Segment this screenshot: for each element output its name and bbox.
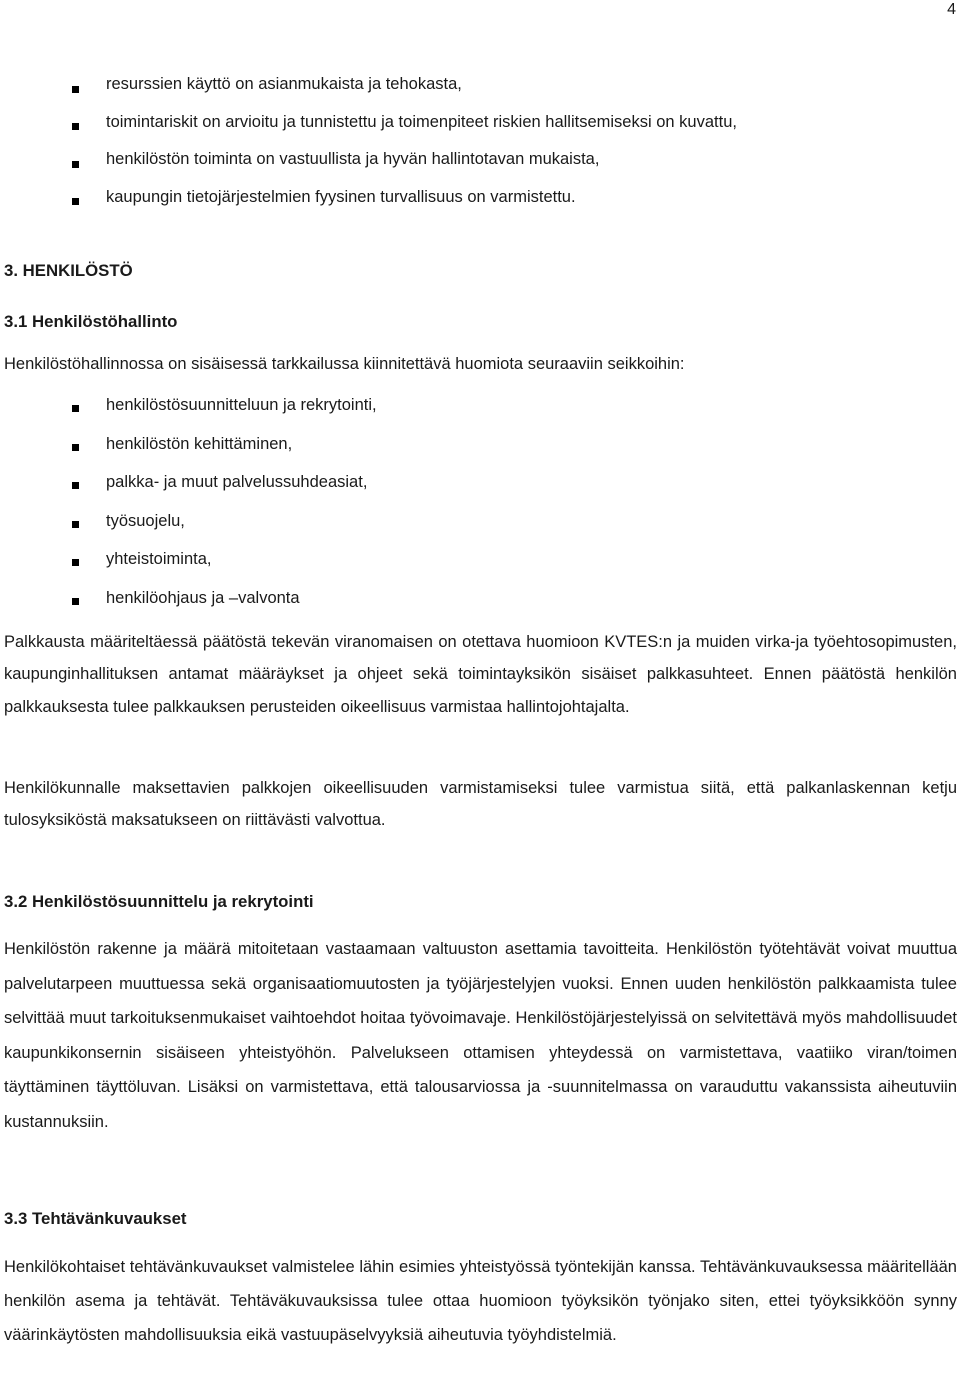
square-bullet-icon xyxy=(72,521,79,528)
list-item-text: kaupungin tietojärjestelmien fyysinen turvallisuus on varmistettu. xyxy=(106,187,576,206)
square-bullet-icon xyxy=(72,444,79,451)
recruitment-paragraph: Henkilöstön rakenne ja määrä mitoitetaan vastaamaan valtuuston asettamia tavoitteita. Henkilöstön työtehtävät voivat muuttua palvelutarpeen muuttuessa sekä organisaatiomuutosten ja työjärjestelyjen vuoksi. Ennen uuden henkilöstön palkkaamista tulee selvittää muut tarkoituksenmukaiset vaihtoehdot hoitaa työvoimavaje. Henkilöstöjärjestelyissä on selvitettävä myös mahdollisuudet kaupunkikonsernin sisäiseen yhteistyöhön. Palvelukseen ottamisen yhteydessä on varmistettava, vaatiiko viran/toimen täyttäminen täyttöluvan. Lisäksi on varmistettava, että talousarviossa ja -suunnitelmassa on varauduttu vakanssista aiheutuviin kustannuksiin. xyxy=(4,940,957,1131)
list-item xyxy=(0,109,737,147)
salary-paragraph: Palkkausta määriteltäessä päätöstä tekevän viranomaisen on otettava huomioon KVTES:n ja muiden virka-ja työehtosopimusten, kaupunginhallituksen antamat määräykset ja ohjeet sekä toimintayksikön sisäiset palkkasuhteet. Ennen päätöstä henkilön palkkauksesta tulee palkkauksen perusteiden oikeellisuus varmistaa hallintojohtajalta. xyxy=(4,633,957,716)
page-number: 4 xyxy=(947,1,956,18)
square-bullet-icon xyxy=(72,123,79,130)
job-description-paragraph: Henkilökohtaiset tehtävänkuvaukset valmistelee lähin esimies yhteistyössä työntekijän kanssa. Tehtävänkuvauksessa määritellään henkilön asema ja tehtävät. Tehtäväkuvauksissa tulee ottaa huomioon työyksikön työnjako siten, ettei työyksikköön synny väärinkäytösten mahdollisuuksia eikä vastuupäselvyyksiä aiheutuvia työyhdistelmiä. xyxy=(4,1258,957,1344)
list-item xyxy=(0,146,737,184)
list-item xyxy=(0,583,377,622)
list-item-text: henkilöstösuunnitteluun ja rekrytointi, xyxy=(106,396,377,414)
list-item-text: henkilöstön toiminta on vastuullista ja hyvän hallintotavan mukaista, xyxy=(106,150,600,168)
square-bullet-icon xyxy=(72,559,79,566)
list-item-text: työsuojelu, xyxy=(106,511,185,530)
list-item xyxy=(0,467,377,506)
square-bullet-icon xyxy=(72,482,79,489)
list-item-text: toimintariskit on arvioitu ja tunnistettu ja toimenpiteet riskien hallitsemiseksi on kuvattu, xyxy=(106,112,737,131)
payroll-paragraph: Henkilökunnalle maksettavien palkkojen oikeellisuuden varmistamiseksi tulee varmistua siitä, että palkanlaskennan ketju tulosyksiköstä maksatukseen on riittävästi valvottua. xyxy=(4,779,957,830)
list-item xyxy=(0,184,737,222)
intro-bullet-list xyxy=(0,71,737,221)
square-bullet-icon xyxy=(72,161,79,168)
list-item-text: henkilöohjaus ja –valvonta xyxy=(106,588,300,607)
list-item-text: yhteistoiminta, xyxy=(106,550,212,568)
square-bullet-icon xyxy=(72,86,79,93)
subsection-heading-tehtavankuvaukset: 3.3 Tehtävänkuvaukset xyxy=(4,1209,187,1228)
list-item xyxy=(0,506,377,545)
list-item-text: henkilöstön kehittäminen, xyxy=(106,434,293,453)
list-item xyxy=(0,544,377,583)
list-item xyxy=(0,429,377,468)
square-bullet-icon xyxy=(72,198,79,205)
list-item xyxy=(0,71,737,109)
list-item-text: palkka- ja muut palvelussuhdeasiat, xyxy=(106,473,368,491)
subsection-heading-henkilostosuunnittelu: 3.2 Henkilöstösuunnittelu ja rekrytointi xyxy=(4,892,314,911)
square-bullet-icon xyxy=(72,405,79,412)
list-item xyxy=(0,390,377,429)
hr-bullet-list xyxy=(0,390,377,621)
hr-intro-paragraph: Henkilöstöhallinnossa on sisäisessä tarkkailussa kiinnitettävä huomiota seuraaviin seikkoihin: xyxy=(4,355,685,373)
section-heading-henkilosto: 3. HENKILÖSTÖ xyxy=(4,261,133,280)
list-item-text: resurssien käyttö on asianmukaista ja tehokasta, xyxy=(106,75,462,93)
subsection-heading-henkilostohallinto: 3.1 Henkilöstöhallinto xyxy=(4,312,178,331)
square-bullet-icon xyxy=(72,598,79,605)
